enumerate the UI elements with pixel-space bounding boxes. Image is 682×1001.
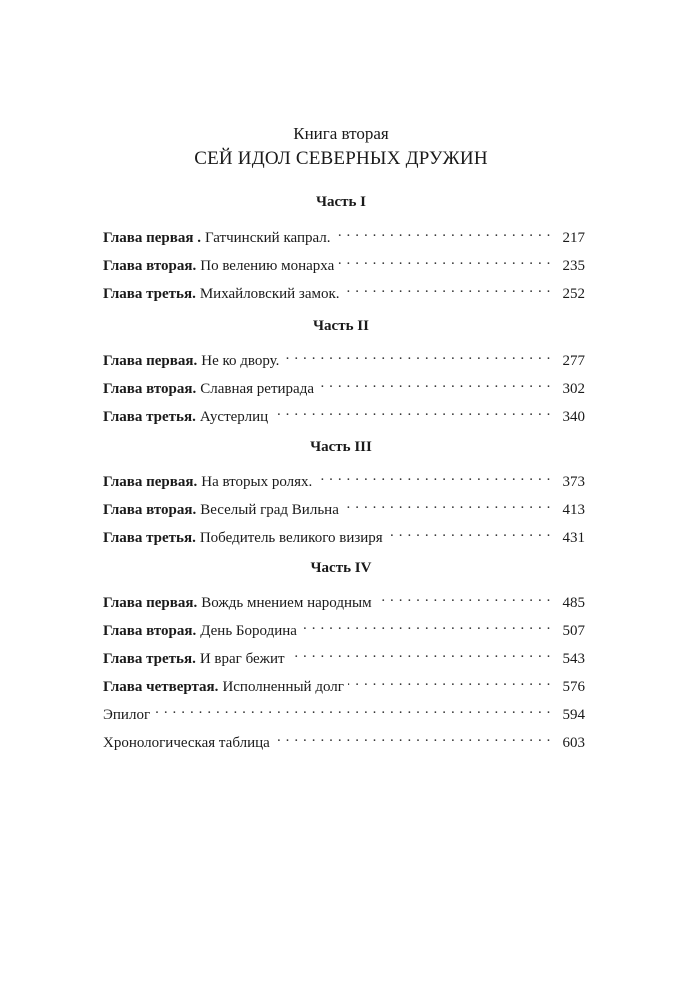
toc-entry[interactable] [103,250,585,274]
chapter-title: На вторых ролях. [201,474,313,490]
part-heading: Часть III [310,439,372,455]
entry-title: Хронологическая таблица [103,735,270,751]
page-number: 302 [562,381,585,397]
chapter-title: По велению монарха [200,258,335,274]
chapter-label: Глава первая. [103,474,198,490]
chapter-label: Глава четвертая. [103,679,219,695]
toc-entry[interactable] [103,466,585,490]
dot-leader [387,522,551,542]
chapter-label: Глава третья. [103,530,196,546]
page-number: 277 [562,353,585,369]
chapter-title: Михайловский замок. [199,286,340,302]
toc-entry[interactable] [103,373,585,397]
dot-leader [301,615,551,635]
chapter-label: Глава вторая. [103,623,197,639]
chapter-title: Не ко двору. [201,353,280,369]
dot-leader [274,727,551,747]
chapter-title: Веселый град Вильна [200,502,339,518]
chapter-label: Глава третья. [103,651,196,667]
toc-entry[interactable] [103,671,585,695]
page-number: 252 [562,286,585,302]
toc-entry[interactable] [103,278,585,302]
part-heading: Часть II [313,318,369,334]
page-number: 413 [562,502,585,518]
dot-leader [343,494,551,514]
part-heading: Часть I [315,194,367,210]
chapter-label: Глава первая . [103,230,201,246]
page-number: 373 [562,474,585,490]
toc-entry[interactable] [103,494,585,518]
page-number: 603 [562,735,585,751]
toc-entry[interactable] [103,643,585,667]
toc-entry[interactable] [103,401,585,425]
chapter-title: Вождь мнением народным [201,595,372,611]
chapter-label: Глава первая. [103,353,198,369]
chapter-label: Глава первая. [103,595,198,611]
chapter-title: Исполненный долг [222,679,344,695]
dot-leader [289,643,551,663]
book-title: СЕЙ ИДОЛ СЕВЕРНЫХ ДРУЖИН [194,148,488,169]
page-number: 543 [562,651,585,667]
page-number: 235 [562,258,585,274]
page-number: 485 [562,595,585,611]
chapter-title: И враг бежит [199,651,285,667]
dot-leader [344,278,551,298]
dot-leader [318,373,551,393]
chapter-title: Победитель великого визиря [199,530,383,546]
toc-entry[interactable] [103,615,585,639]
toc-entry[interactable] [103,345,585,369]
toc-entry-chronology[interactable] [103,727,585,751]
dot-leader [154,699,551,719]
page-number: 576 [562,679,585,695]
chapter-label: Глава вторая. [103,502,197,518]
dot-leader [338,250,551,270]
chapter-label: Глава третья. [103,409,196,425]
book-label: Книга вторая [293,124,389,143]
dot-leader [316,466,551,486]
chapter-label: Глава третья. [103,286,196,302]
chapter-title: Славная ретирада [200,381,314,397]
dot-leader [272,401,551,421]
dot-leader [335,222,551,242]
chapter-title: День Бородина [200,623,297,639]
page-number: 594 [562,707,585,723]
page-number: 340 [562,409,585,425]
dot-leader [348,671,551,691]
toc-entry[interactable] [103,587,585,611]
page-number: 217 [562,230,585,246]
entry-title: Эпилог [103,707,151,723]
toc-entry[interactable] [103,222,585,246]
toc-entry[interactable] [103,522,585,546]
chapter-title: Гатчинский капрал. [204,230,331,246]
chapter-label: Глава вторая. [103,381,197,397]
page-number: 431 [562,530,585,546]
chapter-title: Аустерлиц [199,409,269,425]
toc-entry-epilogue[interactable] [103,699,585,723]
page-number: 507 [562,623,585,639]
dot-leader [283,345,551,365]
dot-leader [376,587,551,607]
part-heading: Часть IV [310,560,372,576]
chapter-label: Глава вторая. [103,258,197,274]
